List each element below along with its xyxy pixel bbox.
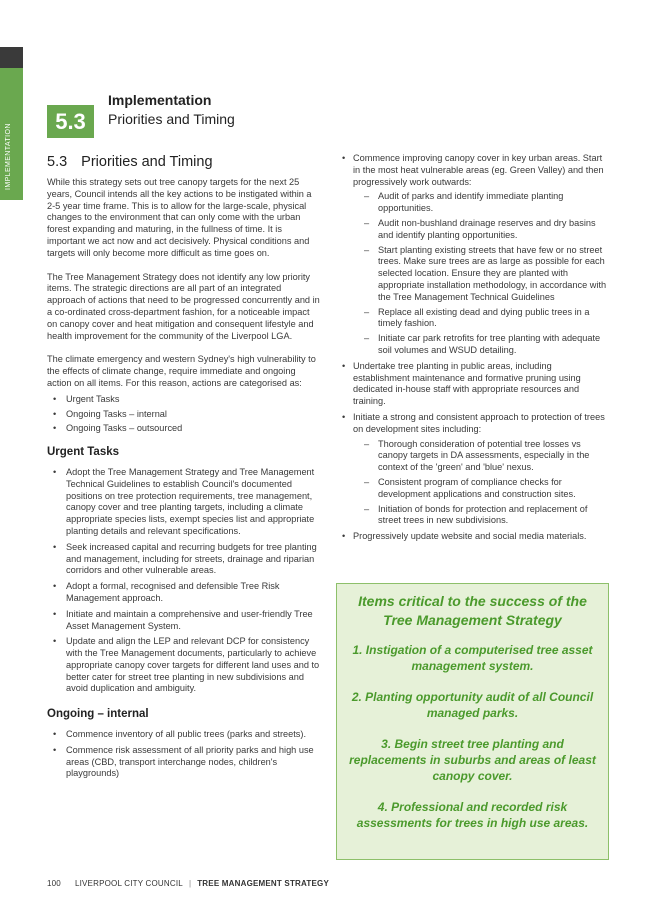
list-item: • Undertake tree planting in public areas, including establishment maintenance and formative pruning using dedicated in-house staff with appropriate resources and training. [342,361,607,408]
sublist-item: – Replace all existing dead and dying public trees in a timely fashion. [353,307,607,331]
list-item: • Progressively update website and social media materials. [342,531,607,543]
urgent-list [47,467,322,695]
callout-title: Items critical to the success of the Tree Management Strategy [358,593,587,628]
footer-org: LIVERPOOL CITY COUNCIL [74,879,183,888]
chapter-subtitle: Priorities and Timing [108,111,235,127]
list-item: • Ongoing Tasks – internal [47,409,322,421]
list-item: • Urgent Tasks [47,394,322,406]
list-item: • Ongoing Tasks – outsourced [47,423,322,435]
protection-item-text: Initiate a strong and consistent approach to protection of trees on development sites including: [353,411,605,434]
section-heading [47,153,322,171]
side-tab-label-wrap [5,123,19,204]
footer-separator: | [188,879,192,888]
section-badge: 5.3 [47,105,94,138]
paragraph-climate: The climate emergency and western Sydney's high vulnerability to the effects of climate change, require immediate and ongoing action on all items. For this reason, actions are categorised as: [47,354,316,388]
callout-item: 3. Begin street tree planting and replacements in suburbs and areas of least canopy cover. [349,737,596,783]
sublist-item: – Consistent program of compliance checks for development applications and construction sites. [353,477,607,501]
chapter-title: Implementation [108,92,212,108]
critical-items-callout [336,583,609,860]
list-item: • Adopt a formal, recognised and defensible Tree Risk Management approach. [47,581,322,605]
callout-item: 1. Instigation of a computerised tree asset management system. [352,643,593,673]
paragraph-timeframe: While this strategy sets out tree canopy targets for the next 25 years, Council intends all the key actions to be instigated within a 2-5 year time frame. This is to allow for the large-scale, physical changes to the environment that can only come with the urban forest expanding and maturing, in the fullness of time. It is important we act now and act decisively. Physical conditions and targets will only become more difficult as time goes on. [47,177,312,258]
right-column [342,153,607,547]
sublist-item: – Start planting existing streets that have few or no street trees. Make sure trees are as large as possible for each selected location. Ensure they are planted with appropriate installation methodology, in accordance with the Tree Management Technical Guidelines [353,245,607,304]
footer-doc-title: TREE MANAGEMENT STRATEGY [197,879,329,888]
side-tab-cap [0,47,23,68]
canopy-sublist [353,191,607,356]
list-item: • Update and align the LEP and relevant DCP for consistency with the Tree Management documents, particularly to achieve appropriate canopy cover targets for different land uses and to better cater for street tree planting in new subdivisions and avoid duplication and ambiguity. [47,636,322,695]
urgent-heading: Urgent Tasks [47,446,120,459]
ongoing-list [47,729,322,780]
callout-item: 4. Professional and recorded risk assessments for trees in high use areas. [356,800,589,830]
ongoing-heading: Ongoing – internal [47,708,149,721]
protection-sublist [353,439,607,528]
sublist-item: – Audit non-bushland drainage reserves and dry basins and identify planting opportunities. [353,218,607,242]
page-footer [47,879,329,888]
sublist-item: – Audit of parks and identify immediate planting opportunities. [353,191,607,215]
list-item: • Seek increased capital and recurring budgets for tree planting and management, including for streets, drainage and riparian corridors and other vulnerable areas. [47,542,322,577]
side-tab-label: IMPLEMENTATION [5,123,12,190]
list-item: • Adopt the Tree Management Strategy and Tree Management Technical Guidelines to establish Council's documented positions on tree protection requirements, tree management, canopy cover and tree planting targets, including a climate appropriate species lists, exempt species list and appropriate planting details and relevant specifications. [47,467,322,538]
list-item: • Initiate and maintain a comprehensive and user-friendly Tree Asset Management System. [47,609,322,633]
canopy-item-text: Commence improving canopy cover in key urban areas. Start in the most heat vulnerable areas (eg. Green Valley) and then progressively work outwards: [353,153,604,187]
callout-item: 2. Planting opportunity audit of all Council managed parks. [351,690,594,720]
sublist-item: – Initiate car park retrofits for tree planting with adequate soil volumes and WSUD detailing. [353,333,607,357]
list-item: • Commence inventory of all public trees (parks and streets). [47,729,322,741]
section-number: 5.3 [47,154,68,170]
list-item [342,412,607,527]
list-item: • Commence risk assessment of all priority parks and high use areas (CBD, transport interchange nodes, children's playgrounds) [47,745,322,780]
section-title: Priorities and Timing [81,154,213,170]
paragraph-priority: The Tree Management Strategy does not identify any low priority items. The strategic directions are all part of an integrated approach of actions that need to be progressed concurrently and in a co-ordinated cross-department fashion, for a noticeable impact on canopy cover and heat mitigation and consequent lifestyle and health improvement for the community of the Liverpool LGA. [47,271,320,341]
page-number: 100 [47,879,61,888]
sublist-item: – Initiation of bonds for protection and replacement of street trees in new subdivisions. [353,504,607,528]
ongoing-continued-list [342,153,607,543]
sublist-item: – Thorough consideration of potential tree losses vs canopy targets in DA assessments, especially in the context of the 'green' and 'blue' nexus. [353,439,607,474]
category-list [47,394,322,435]
list-item [342,153,607,357]
left-column [47,153,322,784]
chapter-header [108,91,235,129]
